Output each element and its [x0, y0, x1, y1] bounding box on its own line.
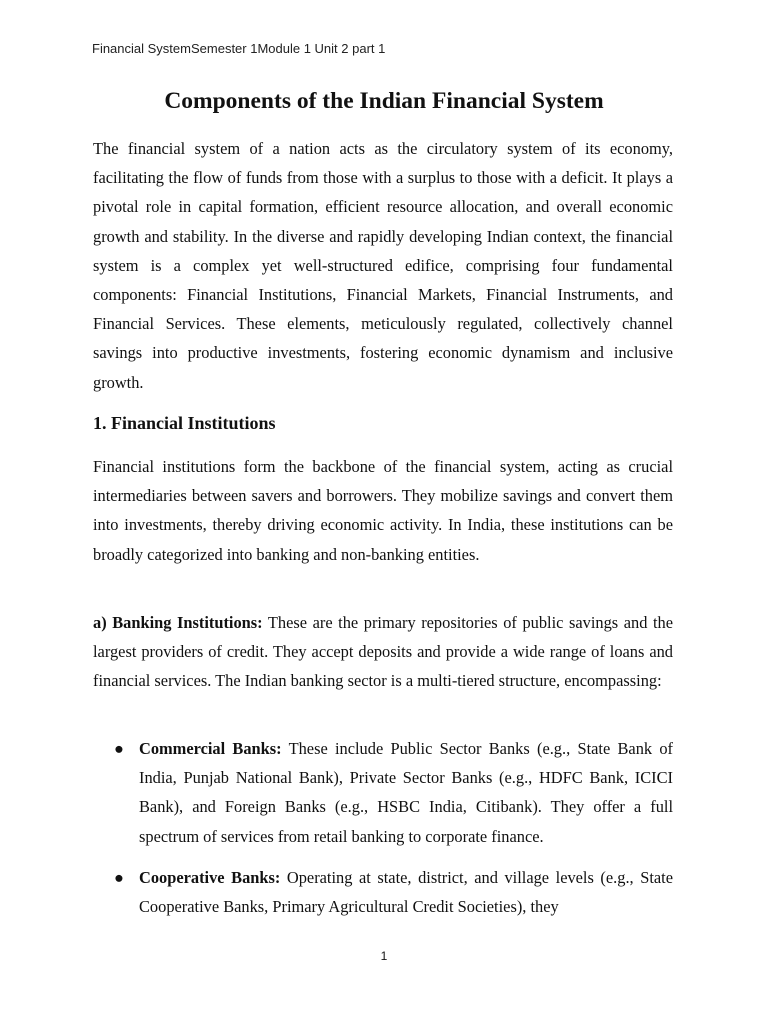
list-item [139, 734, 673, 851]
bullet-icon: ● [114, 739, 124, 758]
banking-text: These are the primary repositories of public savings and the largest providers of credit. They accept deposits and provide a wide range of loans and financial services. The Indian banking sector is a multi-tiered structure, encompassing: [93, 613, 673, 691]
banking-paragraph [93, 608, 673, 696]
running-header: Financial SystemSemester 1Module 1 Unit 2 part 1 [92, 41, 386, 56]
section-paragraph: Financial institutions form the backbone of the financial system, acting as crucial intermediaries between savers and borrowers. They mobilize savings and convert them into investments, thereby driving economic activity. In India, these institutions can be broadly categorized into banking and non-banking entities. [93, 457, 673, 564]
page-number: 1 [380, 949, 388, 963]
banking-lead: a) Banking Institutions: [93, 613, 263, 632]
section-heading: 1. Financial Institutions [93, 413, 276, 433]
list-item-lead: Commercial Banks: [139, 739, 282, 758]
page-title: Components of the Indian Financial System [164, 88, 604, 114]
intro-paragraph: The financial system of a nation acts as the circulatory system of its economy, facilitating the flow of funds from those with a surplus to those with a deficit. It plays a pivotal role in capital formation, efficient resource allocation, and overall economic growth and stability. In the diverse and rapidly developing Indian context, the financial system is a complex yet well-structured edifice, comprising four fundamental components: Financial Institutions, Financial Markets, Financial Instruments, and Financial Services. These elements, meticulously regulated, collectively channel savings into productive investments, fostering economic dynamism and inclusive growth. [93, 139, 673, 392]
bullet-icon: ● [114, 868, 124, 887]
list-item-text: Operating at state, district, and village levels (e.g., State Cooperative Banks, Primary Agricultural Credit Societies), they [139, 868, 673, 917]
list-item-lead: Cooperative Banks: [139, 868, 281, 887]
list-item [139, 863, 673, 921]
list-item-text: These include Public Sector Banks (e.g., State Bank of India, Punjab National Bank), Private Sector Banks (e.g., HDFC Bank, ICICI Bank), and Foreign Banks (e.g., HSBC India, Citibank). They offer a full spectrum of services from retail banking to corporate finance. [139, 739, 673, 846]
